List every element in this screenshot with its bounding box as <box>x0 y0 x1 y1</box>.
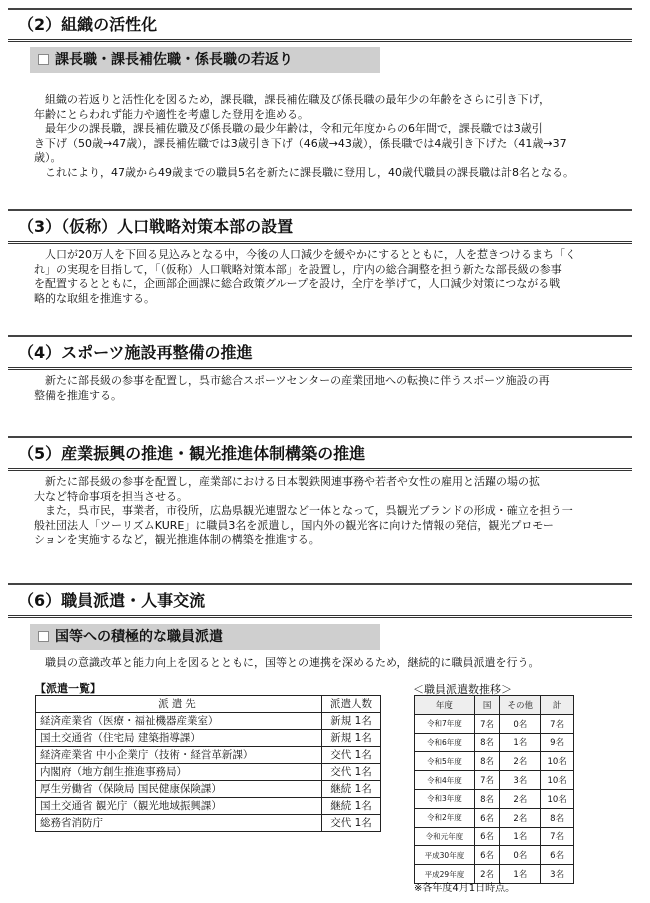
table-row: 平成29年度 2名 1名 3名 <box>415 865 574 884</box>
subheading-2 <box>30 624 380 650</box>
table-row: 令和6年度 8名 1名 9名 <box>415 733 574 752</box>
table-row: 令和4年度 7名 3名 10名 <box>415 771 574 790</box>
table-row: 平成30年度 6名 0名 6名 <box>415 846 574 865</box>
table-row: 厚生労働省（保険局 国民健康保険課） 継続 1名 <box>36 781 381 798</box>
section-6-body: 職員の意識改革と能力向上を図るとともに，国等との連携を深めるため，継続的に職員派遣を行う。 <box>45 656 540 669</box>
dispatch-header-count: 派遣人数 <box>322 696 381 713</box>
stats-caption: ＜職員派遣数推移＞ <box>413 683 512 696</box>
table-row: 総務省消防庁 交代 1名 <box>36 815 381 832</box>
stats-header-other: その他 <box>500 696 541 715</box>
section-2-body: 組織の若返りと活性化を図るため，課長職，課長補佐職及び係長職の最年少の年齢をさらに引き下げ， 年齢にとらわれず能力や適性を考慮した登用を進める。 最年少の課長職，課長補佐職及び係長職の最少年齢は，令和元年度からの6年間で，課長職では3歳引 き下げ（50歳→47歳），課長補佐職では3歳引き下げ（46歳→43歳），係長職では4歳引き下げた（41歳→37 歳）。 これにより，47歳から49歳までの職員5名を新たに課長職に登用し，40歳代職員の課長職は計8名となる。 <box>34 93 574 179</box>
rule <box>8 335 632 337</box>
section-4-title: （4）スポーツ施設再整備の推進 <box>18 343 253 362</box>
dispatch-table <box>35 695 381 832</box>
section-3-title: （3）（仮称）人口戦略対策本部の設置 <box>18 217 294 236</box>
section-2 <box>8 14 632 36</box>
table-row: 令和2年度 6名 2名 8名 <box>415 808 574 827</box>
subheading-1-title: 課長職・課長補佐職・係長職の若返り <box>55 52 293 68</box>
dispatch-caption: 【派遣一覧】 <box>35 682 101 695</box>
stats-header-national: 国 <box>474 696 499 715</box>
section-3-body: 人口が20万人を下回る見込みとなる中，今後の人口減少を緩やかにするとともに，人を惹きつけるまち「く れ」の実現を目指して，「（仮称）人口戦略対策本部」を設置し，庁内の総合調整を担う新たな部長級の参事 を配置するとともに，企画部企画課に総合政策グループを設け，全庁を挙げて，人口減少対策につながる戦 略的な取組を推進する。 <box>34 248 576 305</box>
table-row: 国土交通省（住宅局 建築指導課） 新規 1名 <box>36 730 381 747</box>
subheading-2-title: 国等への積極的な職員派遣 <box>55 629 223 645</box>
section-3 <box>8 216 632 238</box>
table-row: 内閣府（地方創生推進事務局） 交代 1名 <box>36 764 381 781</box>
stats-header-year: 年度 <box>415 696 475 715</box>
rule <box>8 583 632 585</box>
dispatch-header-destination: 派遣先 <box>36 696 322 713</box>
stats-table <box>414 695 574 884</box>
top-rule <box>8 8 632 10</box>
rule <box>8 436 632 438</box>
rule <box>8 209 632 211</box>
section-2-title: （2）組織の活性化 <box>18 15 158 34</box>
section-6 <box>8 590 632 612</box>
square-bullet-icon <box>38 631 49 642</box>
table-row: 経済産業省 中小企業庁（技術・経営革新課） 交代 1名 <box>36 747 381 764</box>
table-row: 令和3年度 8名 2名 10名 <box>415 789 574 808</box>
table-row: 経済産業省（医療・福祉機器産業室） 新規 1名 <box>36 713 381 730</box>
square-bullet-icon <box>38 54 49 65</box>
table-row: 令和元年度 6名 1名 7名 <box>415 827 574 846</box>
section-5-title: （5）産業振興の推進・観光推進体制構築の推進 <box>18 444 366 463</box>
section-4 <box>8 342 632 364</box>
table-row: 令和5年度 8名 2名 10名 <box>415 752 574 771</box>
stats-note: ※各年度4月1日時点。 <box>414 883 516 894</box>
subheading-1 <box>30 47 380 73</box>
section-5 <box>8 443 632 465</box>
stats-header-total: 計 <box>541 696 574 715</box>
section-6-title: （6）職員派遣・人事交流 <box>18 591 206 610</box>
table-row: 令和7年度 7名 0名 7名 <box>415 714 574 733</box>
section-5-body: 新たに部長級の参事を配置し，産業部における日本製鉄関連事務や若者や女性の雇用と活躍の場の拡 大など特命事項を担当させる。 また，呉市民，事業者，市役所，広島県観光連盟など一体となって，呉観光ブランドの形成・確立を担う一 般社団法人「ツーリズムKURE」に職員3名を派遣し，国内外の観光客に向けた情報の発信，観光プロモー ションを実施するなど，観光推進体制の構築を推進する。 <box>34 475 573 547</box>
table-row: 国土交通省 観光庁（観光地域振興課） 継続 1名 <box>36 798 381 815</box>
section-4-body: 新たに部長級の参事を配置し，呉市総合スポーツセンターの産業団地への転換に伴うスポーツ施設の再 整備を推進する。 <box>34 374 550 402</box>
